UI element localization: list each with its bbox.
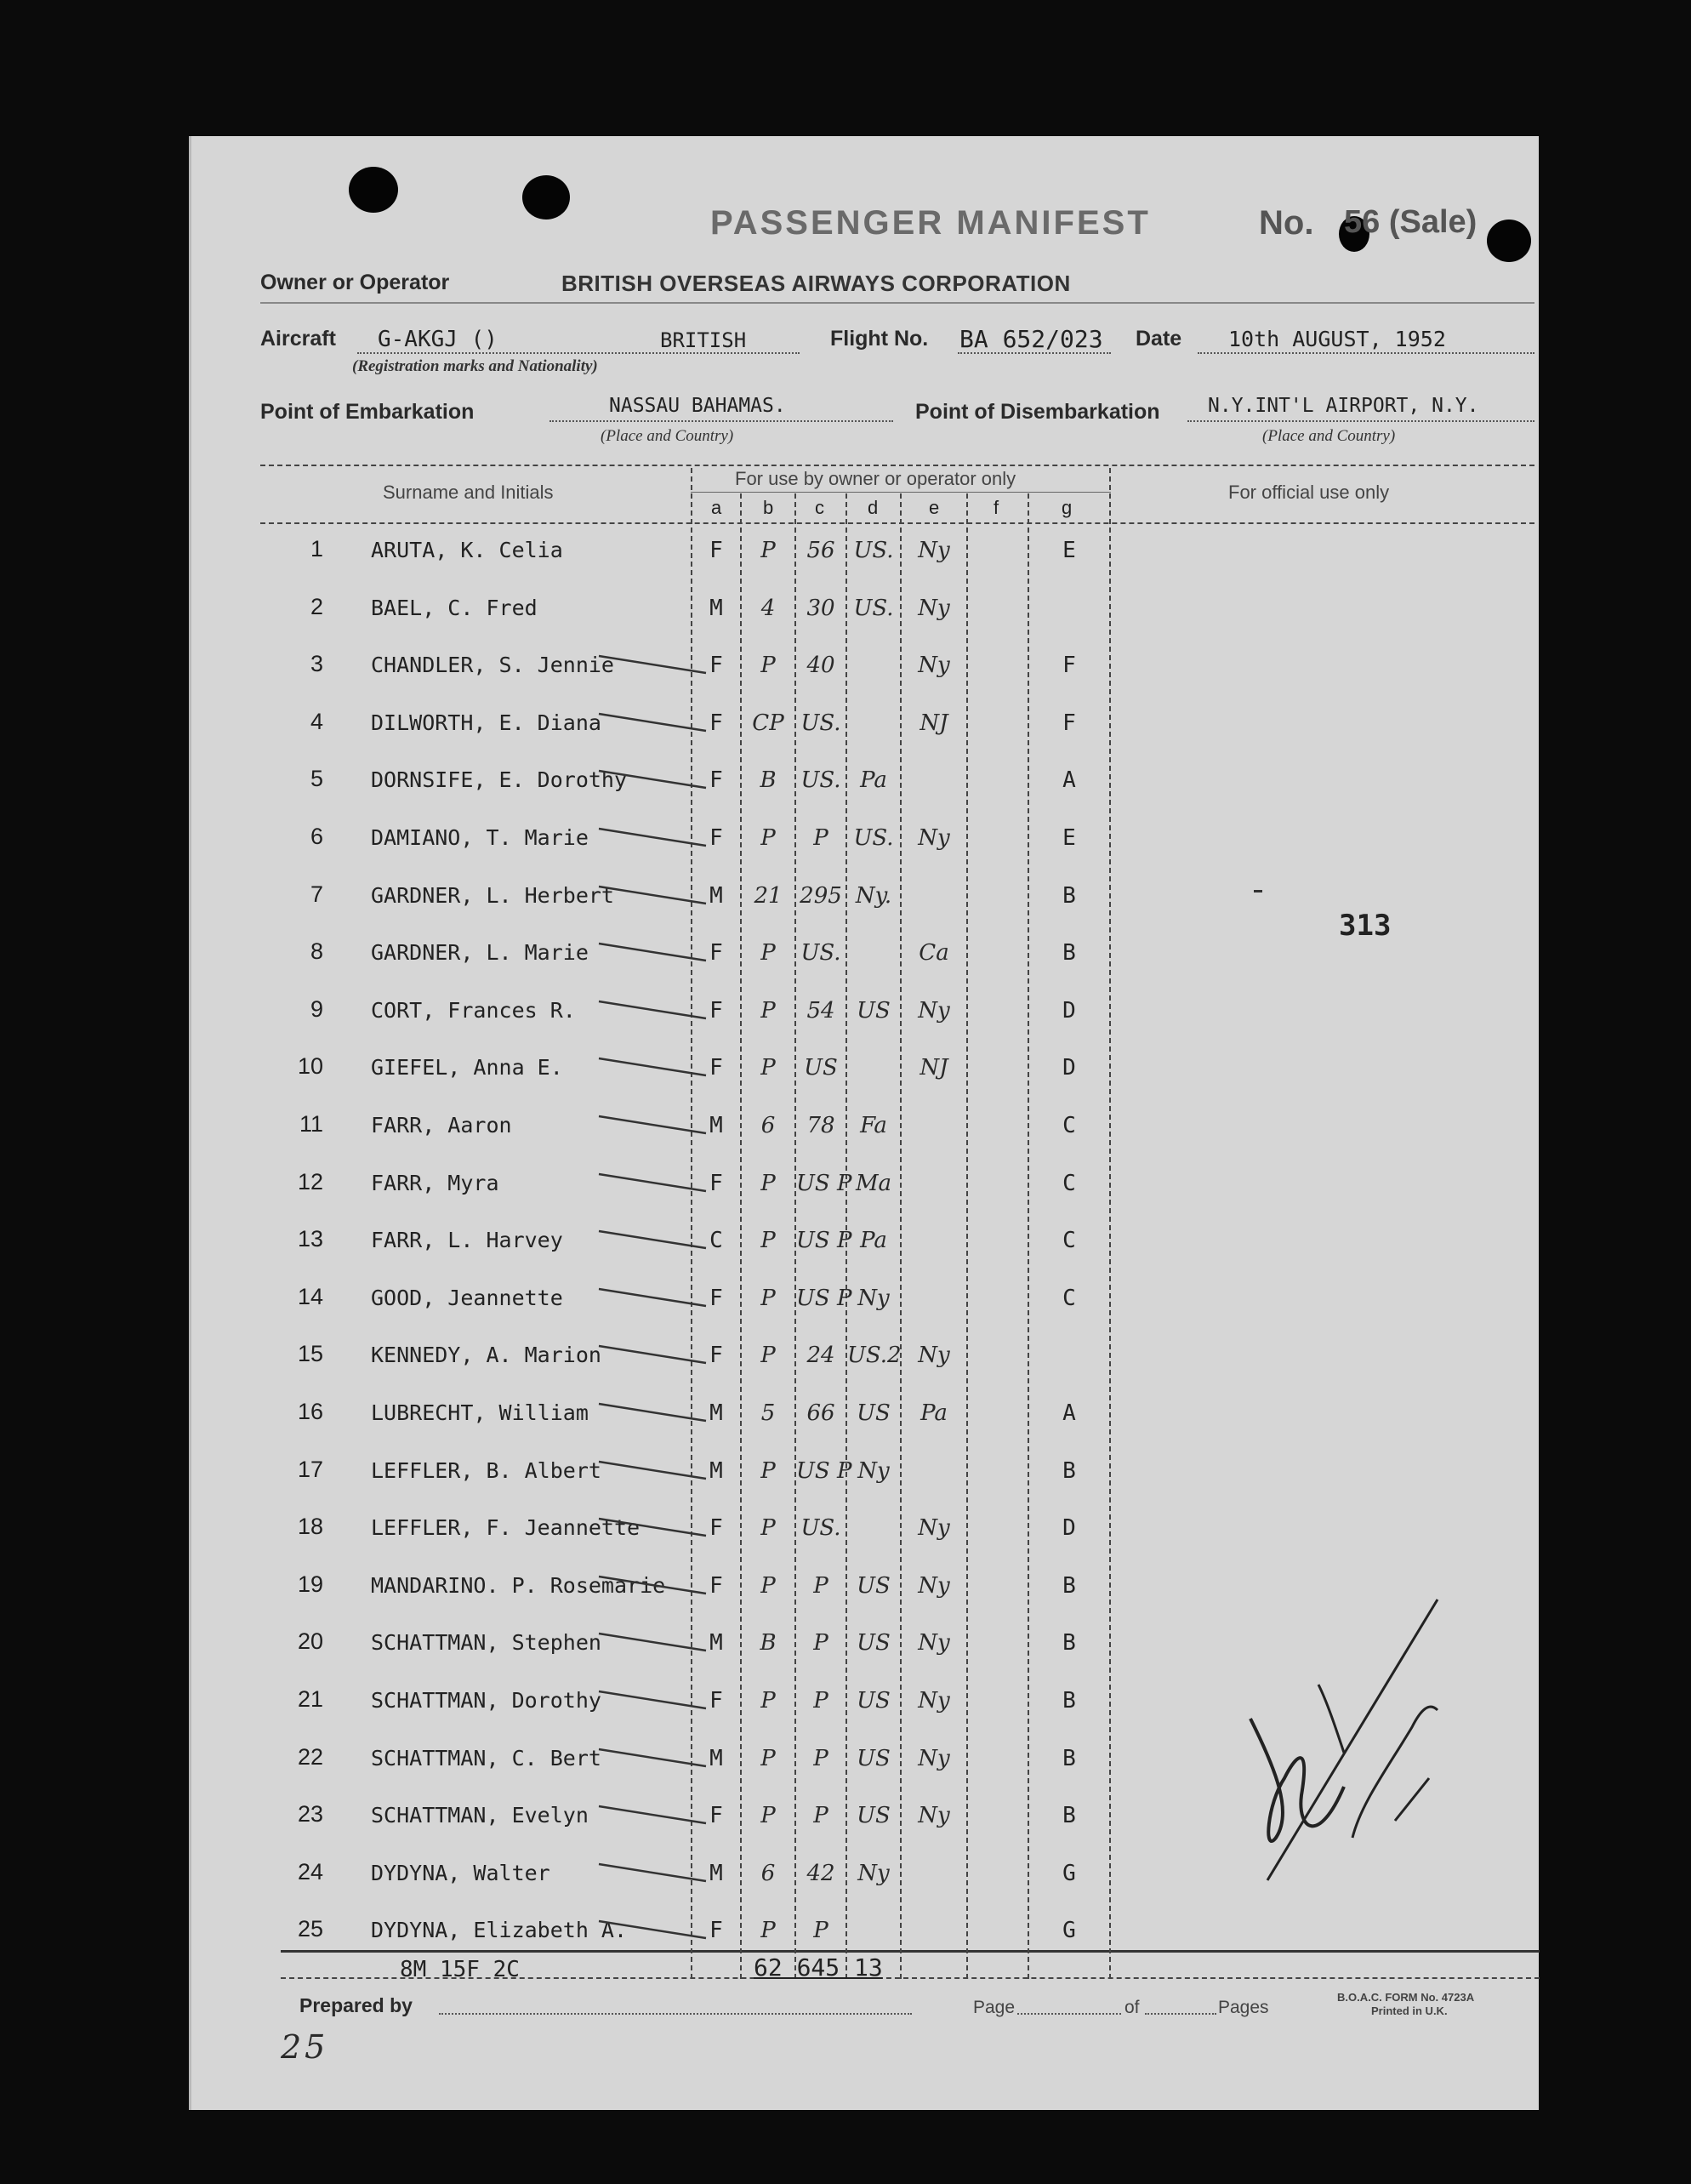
cell-a: F xyxy=(709,1573,723,1599)
form-number: B.O.A.C. FORM No. 4723A xyxy=(1337,1991,1475,2004)
row-number: 5 xyxy=(310,766,323,791)
row-number: 10 xyxy=(297,1053,323,1079)
passenger-name: DORNSIFE, E. Dorothy xyxy=(371,767,628,792)
tick-mark xyxy=(595,1397,715,1431)
row-number: 14 xyxy=(297,1284,323,1309)
cell-d: Ny xyxy=(857,1286,890,1311)
cell-b: P xyxy=(760,998,776,1024)
tick-mark xyxy=(595,764,715,798)
passenger-name: DYDYNA, Walter xyxy=(371,1861,550,1885)
cell-d: Ny xyxy=(857,1861,890,1886)
tick-mark xyxy=(595,1857,715,1891)
disembark-value: N.Y.INT'L AIRPORT, N.Y. xyxy=(1208,395,1479,417)
cell-d: US xyxy=(857,1400,891,1426)
col-sep-g-right xyxy=(1109,468,1111,1979)
row-number: 18 xyxy=(297,1514,323,1539)
col-letter-e: e xyxy=(929,497,940,518)
cell-e: Ny xyxy=(918,1630,950,1656)
cell-e: Ny xyxy=(918,825,950,851)
cell-b: P xyxy=(760,1746,776,1771)
date-value: 10th AUGUST, 1952 xyxy=(1228,327,1446,351)
page-label: Page xyxy=(973,1998,1016,2017)
cell-c: US. xyxy=(800,710,841,736)
cell-d: US. xyxy=(853,825,894,851)
tick-mark xyxy=(595,937,715,971)
passenger-name: CORT, Frances R. xyxy=(371,998,576,1023)
corner-mark: 25 xyxy=(281,2028,329,2066)
cell-g: E xyxy=(1062,538,1076,563)
cell-g: B xyxy=(1062,1573,1076,1599)
passenger-name: FARR, L. Harvey xyxy=(371,1228,563,1252)
passenger-name: DILWORTH, E. Diana xyxy=(371,710,601,735)
passenger-name: KENNEDY, A. Marion xyxy=(371,1343,601,1367)
row-number: 13 xyxy=(297,1226,323,1252)
row-number: 2 xyxy=(310,594,323,619)
cell-c: P xyxy=(813,1803,828,1828)
cell-c: 30 xyxy=(806,596,835,621)
tick-mark xyxy=(595,1627,715,1661)
row-number: 23 xyxy=(297,1801,323,1827)
punch-hole-right xyxy=(1487,220,1531,262)
row-number: 1 xyxy=(310,536,323,562)
row-number: 15 xyxy=(297,1341,323,1366)
passenger-name: MANDARINO. P. Rosemarie xyxy=(371,1573,666,1598)
cell-a: M xyxy=(709,1746,723,1771)
disembark-note: (Place and Country) xyxy=(1262,427,1396,445)
cell-b: CP xyxy=(752,710,784,736)
cell-c: P xyxy=(813,1918,828,1943)
cell-e: Ca xyxy=(919,940,949,966)
passenger-name: LEFFLER, B. Albert xyxy=(371,1458,601,1483)
cell-d: Ny xyxy=(857,1458,890,1484)
cell-a: F xyxy=(709,653,723,678)
cell-b: P xyxy=(760,1171,776,1196)
cell-b: 4 xyxy=(760,596,776,621)
row-number: 16 xyxy=(297,1399,323,1424)
of-label: of xyxy=(1124,1998,1140,2017)
cell-b: P xyxy=(760,1228,776,1253)
cell-a: M xyxy=(709,1113,723,1138)
cell-b: 5 xyxy=(760,1400,776,1426)
passenger-name: LUBRECHT, William xyxy=(371,1400,589,1425)
date-label: Date xyxy=(1136,327,1182,351)
passenger-name: SCHATTMAN, Evelyn xyxy=(371,1803,589,1828)
cell-a: F xyxy=(709,940,723,966)
cell-d: US xyxy=(857,1803,891,1828)
cell-g: C xyxy=(1062,1286,1076,1311)
prepared-line xyxy=(439,2013,912,2015)
cell-g: D xyxy=(1062,1055,1076,1081)
cell-b: 6 xyxy=(760,1861,776,1886)
row-number: 12 xyxy=(297,1169,323,1195)
passenger-name: GOOD, Jeannette xyxy=(371,1286,563,1310)
cell-a: F xyxy=(709,998,723,1024)
cell-b: P xyxy=(760,1286,776,1311)
col-letter-c: c xyxy=(815,497,824,518)
cell-c: US. xyxy=(800,1515,841,1541)
cell-a: F xyxy=(709,1055,723,1081)
cell-g: B xyxy=(1062,1630,1076,1656)
cell-g: G xyxy=(1062,1861,1076,1886)
passenger-name: GIEFEL, Anna E. xyxy=(371,1055,563,1080)
cell-g: B xyxy=(1062,1458,1076,1484)
cell-d: US xyxy=(857,1746,891,1771)
cell-a: F xyxy=(709,1171,723,1196)
cell-c: 56 xyxy=(806,538,835,563)
cell-c: US P xyxy=(796,1228,852,1253)
cell-d: US xyxy=(857,1630,891,1656)
cell-c: 78 xyxy=(806,1113,835,1138)
passenger-name: FARR, Myra xyxy=(371,1171,499,1195)
aircraft-label: Aircraft xyxy=(260,327,336,351)
cell-e: Ny xyxy=(918,596,950,621)
owner-value: BRITISH OVERSEAS AIRWAYS CORPORATION xyxy=(561,271,1071,296)
cell-e: Ny xyxy=(918,653,950,678)
cell-c: 295 xyxy=(800,883,842,909)
row-number: 17 xyxy=(297,1457,323,1482)
cell-a: M xyxy=(709,1861,723,1886)
cell-b: P xyxy=(760,1688,776,1714)
manifest-number-label: No. xyxy=(1259,204,1314,242)
cell-g: D xyxy=(1062,1515,1076,1541)
tick-mark xyxy=(595,1339,715,1373)
aircraft-line xyxy=(357,352,800,354)
cell-e: Ny xyxy=(918,538,950,563)
cell-a: M xyxy=(709,596,723,621)
row-number: 24 xyxy=(297,1859,323,1885)
col-letter-f: f xyxy=(994,497,999,518)
cell-c: P xyxy=(813,825,828,851)
flight-line xyxy=(958,352,1111,354)
table-header-rule xyxy=(260,522,1534,524)
passenger-name: GARDNER, L. Marie xyxy=(371,940,589,965)
col-letter-d: d xyxy=(868,497,879,518)
cell-c: US. xyxy=(800,767,841,793)
tick-mark xyxy=(595,1570,715,1604)
row-number: 20 xyxy=(297,1628,323,1654)
nationality-value: BRITISH xyxy=(660,328,747,352)
cell-a: C xyxy=(709,1228,723,1253)
cell-a: F xyxy=(709,1918,723,1943)
tick-mark xyxy=(595,1512,715,1546)
cell-d: US xyxy=(857,1573,891,1599)
cell-b: P xyxy=(760,1515,776,1541)
cell-d: Ny. xyxy=(855,883,892,909)
passenger-name: SCHATTMAN, C. Bert xyxy=(371,1746,601,1771)
totals-sex: 8M 15F 2C xyxy=(400,1957,520,1982)
tick-mark xyxy=(595,995,715,1029)
of-line xyxy=(1145,2013,1216,2015)
tick-mark xyxy=(595,1455,715,1489)
cell-e: Ny xyxy=(918,1746,950,1771)
passenger-name: LEFFLER, F. Jeannette xyxy=(371,1515,641,1540)
cell-c: US P xyxy=(796,1286,852,1311)
cell-g: B xyxy=(1062,1803,1076,1828)
cell-a: F xyxy=(709,767,723,793)
cell-b: 21 xyxy=(754,883,783,909)
row-number: 25 xyxy=(297,1916,323,1942)
cell-g: E xyxy=(1062,825,1076,851)
page-line xyxy=(1017,2013,1121,2015)
cell-b: P xyxy=(760,825,776,851)
cell-b: P xyxy=(760,1343,776,1368)
flight-value: BA 652/023 xyxy=(959,325,1103,353)
passenger-name: CHANDLER, S. Jennie xyxy=(371,653,614,677)
disembark-label: Point of Disembarkation xyxy=(915,400,1160,424)
cell-c: 24 xyxy=(806,1343,835,1368)
cell-a: F xyxy=(709,1343,723,1368)
cell-b: B xyxy=(760,767,777,793)
passenger-name: SCHATTMAN, Dorothy xyxy=(371,1688,601,1713)
row-number: 11 xyxy=(299,1111,323,1137)
cell-b: P xyxy=(760,1458,776,1484)
cell-d: US.2 xyxy=(847,1343,902,1368)
cell-g: F xyxy=(1062,710,1076,736)
tick-mark xyxy=(595,707,715,741)
tick-mark xyxy=(595,1742,715,1776)
cell-a: F xyxy=(709,1688,723,1714)
passenger-name: BAEL, C. Fred xyxy=(371,596,538,620)
cell-c: US. xyxy=(800,940,841,966)
embark-line xyxy=(549,420,893,422)
cell-d: Ma xyxy=(855,1171,892,1196)
subheader-rule xyxy=(691,492,1111,493)
tick-mark xyxy=(595,649,715,683)
prepared-label: Prepared by xyxy=(299,1994,413,2016)
table-top-rule xyxy=(260,465,1534,466)
col-letter-g: g xyxy=(1062,497,1073,518)
cell-g: C xyxy=(1062,1113,1076,1138)
tick-mark xyxy=(595,1167,715,1201)
row-number: 21 xyxy=(297,1686,323,1712)
cell-g: B xyxy=(1062,1746,1076,1771)
cell-e: Pa xyxy=(920,1400,948,1426)
cell-a: M xyxy=(709,1400,723,1426)
master-signature xyxy=(1216,1582,1472,1906)
cell-a: F xyxy=(709,825,723,851)
cell-d: US. xyxy=(853,538,894,563)
passenger-name: GARDNER, L. Herbert xyxy=(371,883,614,908)
official-header: For official use only xyxy=(1228,482,1390,503)
cell-c: 54 xyxy=(806,998,835,1024)
flight-label: Flight No. xyxy=(830,327,929,351)
cell-b: P xyxy=(760,1055,776,1081)
tick-mark xyxy=(595,1224,715,1258)
passenger-name: DAMIANO, T. Marie xyxy=(371,825,589,850)
cell-d: Pa xyxy=(860,767,887,793)
tick-mark xyxy=(595,1685,715,1719)
row-number: 9 xyxy=(310,996,323,1022)
passenger-name: SCHATTMAN, Stephen xyxy=(371,1630,601,1655)
tick-mark xyxy=(595,1109,715,1143)
cell-e: NJ xyxy=(920,1055,948,1081)
row-number: 19 xyxy=(297,1571,323,1597)
cell-g: A xyxy=(1062,767,1076,793)
punch-hole-left xyxy=(349,167,398,213)
cell-b: P xyxy=(760,653,776,678)
col-letter-a: a xyxy=(711,497,722,518)
embark-label: Point of Embarkation xyxy=(260,400,475,424)
manifest-number-value: 56 (Sale) xyxy=(1344,204,1477,240)
cell-e: NJ xyxy=(920,710,948,736)
cell-a: F xyxy=(709,1515,723,1541)
aircraft-note: (Registration marks and Nationality) xyxy=(352,357,598,375)
col-letter-b: b xyxy=(763,497,774,518)
owner-rule xyxy=(260,302,1534,304)
row-number: 4 xyxy=(310,709,323,734)
cell-g: A xyxy=(1062,1400,1076,1426)
cell-c: US P xyxy=(796,1171,852,1196)
passenger-name: DYDYNA, Elizabeth A. xyxy=(371,1918,628,1942)
cell-b: P xyxy=(760,940,776,966)
cell-c: 42 xyxy=(806,1861,835,1886)
tick-mark xyxy=(595,822,715,856)
cell-b: P xyxy=(760,1918,776,1943)
row-number: 8 xyxy=(310,938,323,964)
tick-mark xyxy=(595,1052,715,1086)
official-dash xyxy=(1254,890,1262,892)
cell-b: P xyxy=(760,538,776,563)
cell-g: B xyxy=(1062,883,1076,909)
cell-e: Ny xyxy=(918,1515,950,1541)
cell-e: Ny xyxy=(918,1343,950,1368)
cell-d: US xyxy=(857,998,891,1024)
cell-d: Pa xyxy=(860,1228,887,1253)
cell-d: US. xyxy=(853,596,894,621)
cell-c: P xyxy=(813,1746,828,1771)
pages-label: Pages xyxy=(1218,1998,1269,2017)
cell-g: F xyxy=(1062,653,1076,678)
totals-bc: 62 645 13 xyxy=(754,1953,883,1982)
cell-e: Ny xyxy=(918,1573,950,1599)
cell-d: US xyxy=(857,1688,891,1714)
cell-c: P xyxy=(813,1630,828,1656)
cell-a: M xyxy=(709,1458,723,1484)
form-printed: Printed in U.K. xyxy=(1371,2004,1448,2017)
table-bottom-rule xyxy=(281,1950,1540,1953)
passenger-name: ARUTA, K. Celia xyxy=(371,538,563,562)
cell-c: P xyxy=(813,1573,828,1599)
cell-c: P xyxy=(813,1688,828,1714)
surname-header: Surname and Initials xyxy=(383,482,554,503)
cell-b: B xyxy=(760,1630,777,1656)
cell-e: Ny xyxy=(918,1688,950,1714)
cell-b: P xyxy=(760,1803,776,1828)
disembark-line xyxy=(1187,420,1534,422)
cell-c: US xyxy=(804,1055,838,1081)
cell-g: C xyxy=(1062,1228,1076,1253)
cell-d: Fa xyxy=(860,1113,887,1138)
tick-mark xyxy=(595,1799,715,1833)
punch-hole-middle xyxy=(522,175,570,220)
tick-mark xyxy=(595,1914,715,1948)
cell-e: Ny xyxy=(918,998,950,1024)
cell-g: D xyxy=(1062,998,1076,1024)
col-sep-e-f xyxy=(966,493,968,1979)
official-mark: 313 xyxy=(1339,909,1392,943)
cell-c: 40 xyxy=(806,653,835,678)
tick-mark xyxy=(595,880,715,914)
cell-g: C xyxy=(1062,1171,1076,1196)
cell-a: F xyxy=(709,1286,723,1311)
aircraft-value: G-AKGJ () xyxy=(378,327,498,352)
cell-g: B xyxy=(1062,940,1076,966)
embark-note: (Place and Country) xyxy=(601,427,734,445)
row-number: 6 xyxy=(310,824,323,849)
cell-a: M xyxy=(709,1630,723,1656)
cell-a: F xyxy=(709,538,723,563)
row-number: 3 xyxy=(310,651,323,676)
cell-a: F xyxy=(709,710,723,736)
cell-a: F xyxy=(709,1803,723,1828)
cell-a: M xyxy=(709,883,723,909)
cell-g: G xyxy=(1062,1918,1076,1943)
row-number: 7 xyxy=(310,881,323,907)
cell-c: 66 xyxy=(806,1400,835,1426)
cell-b: 6 xyxy=(760,1113,776,1138)
cell-g: B xyxy=(1062,1688,1076,1714)
embark-value: NASSAU BAHAMAS. xyxy=(609,395,786,417)
tick-mark xyxy=(595,1282,715,1316)
cell-b: P xyxy=(760,1573,776,1599)
date-line xyxy=(1198,352,1534,354)
owner-label: Owner or Operator xyxy=(260,271,450,294)
page-title: PASSENGER MANIFEST xyxy=(710,204,1151,242)
row-number: 22 xyxy=(297,1744,323,1770)
cell-c: US P xyxy=(796,1458,852,1484)
owner-use-header: For use by owner or operator only xyxy=(735,468,1016,489)
passenger-name: FARR, Aaron xyxy=(371,1113,512,1138)
cell-e: Ny xyxy=(918,1803,950,1828)
